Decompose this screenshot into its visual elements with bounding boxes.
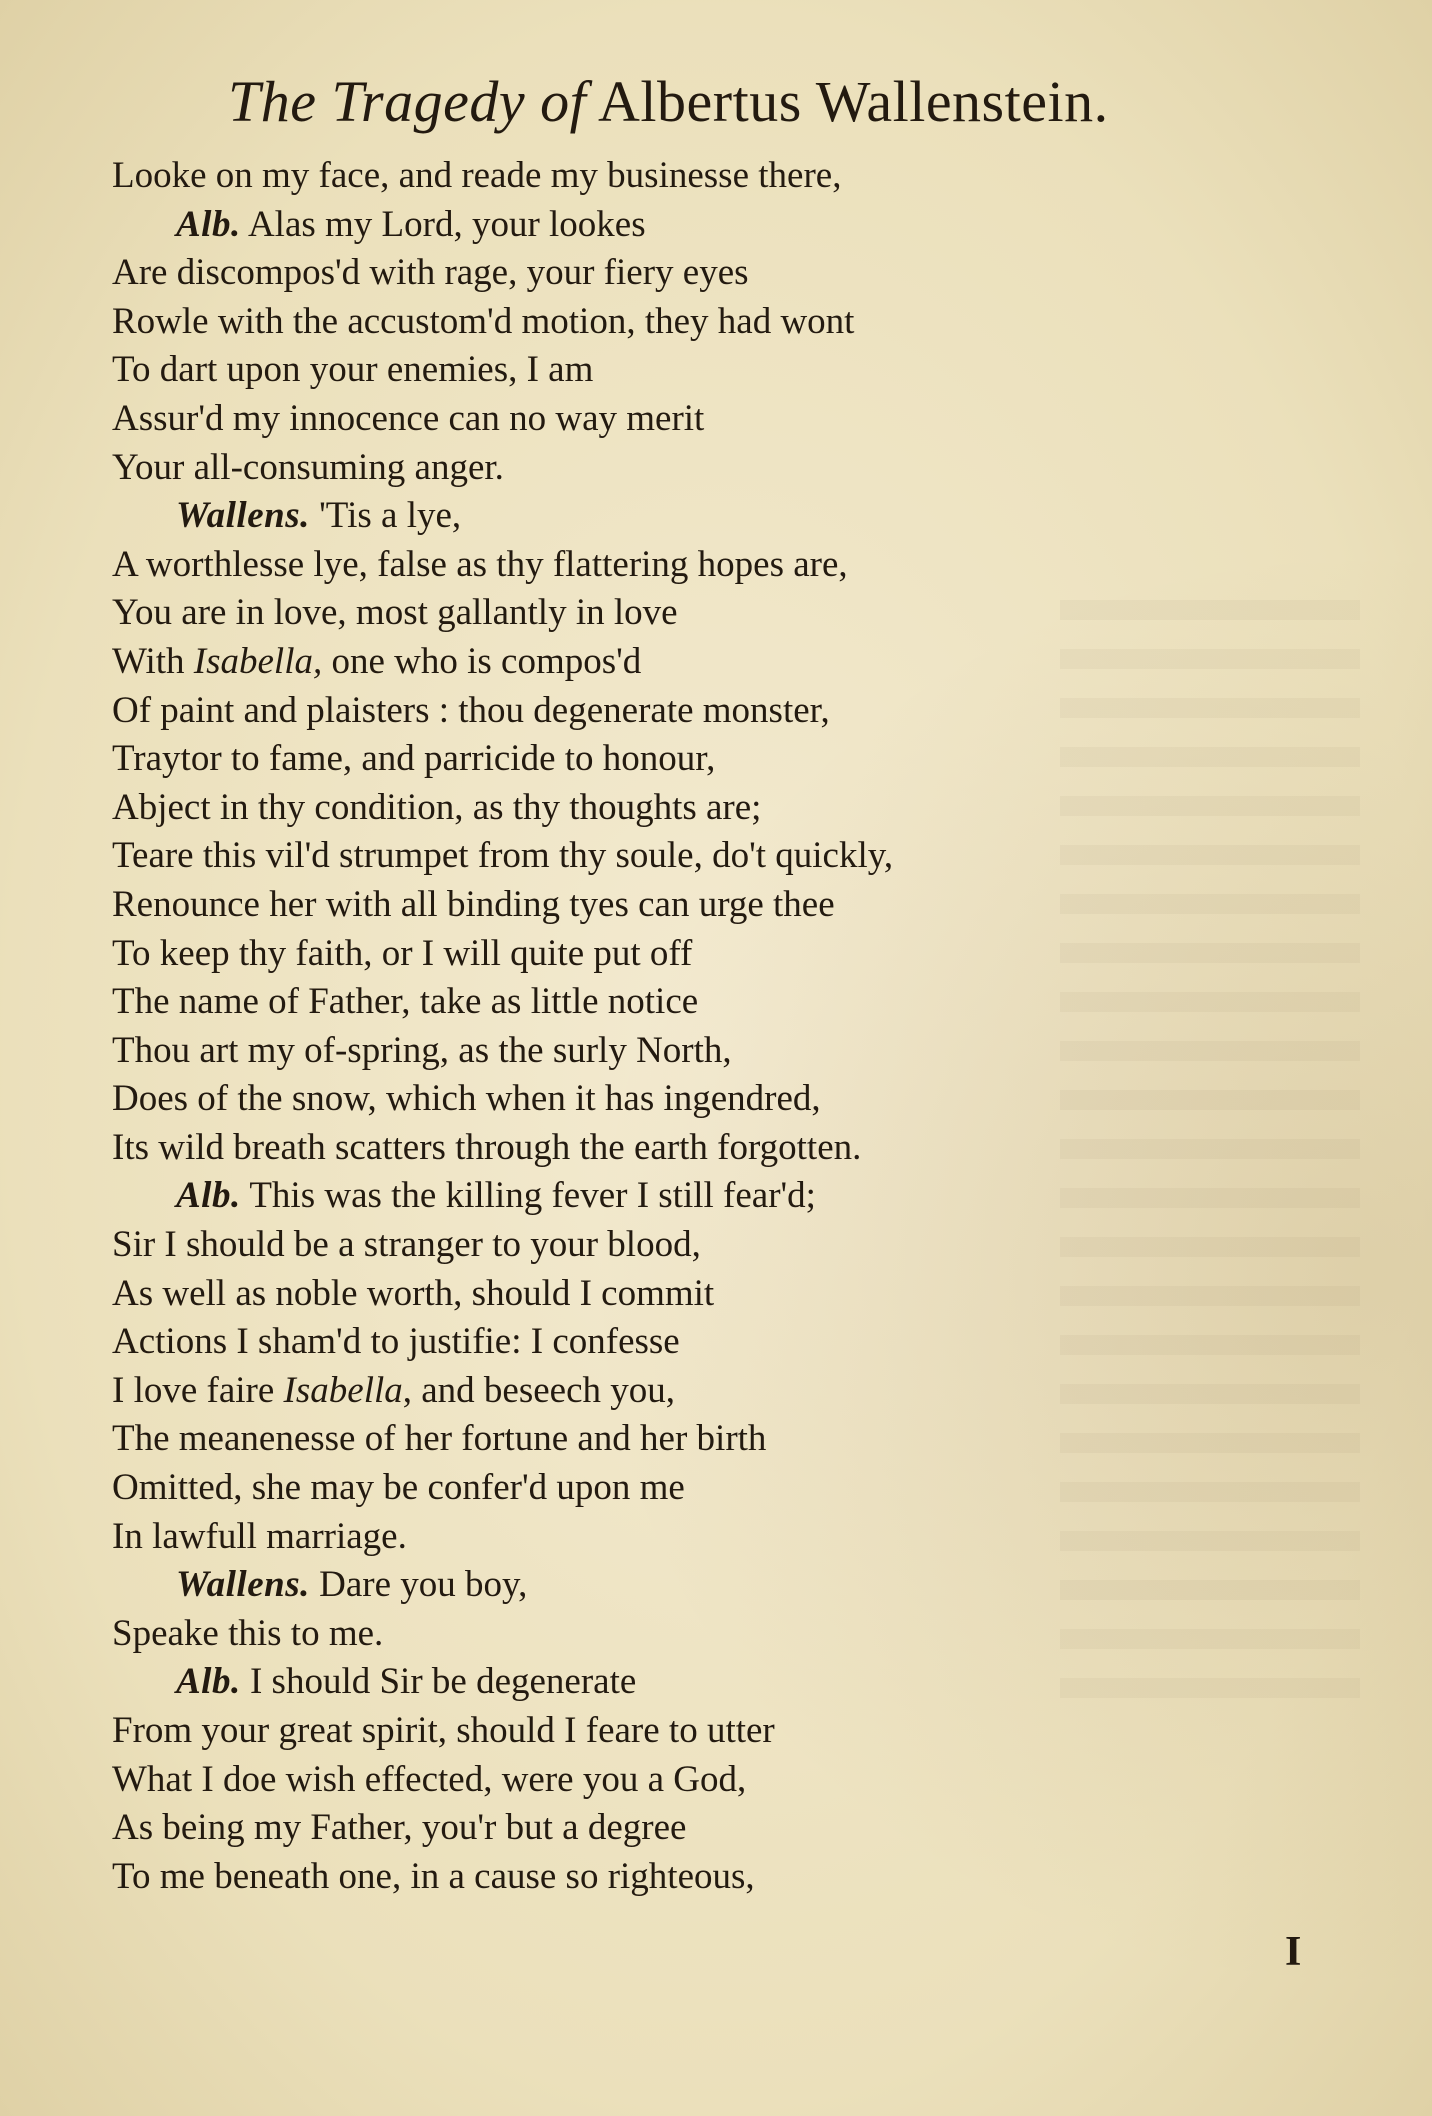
verse-text: Looke on my face, and reade my businesse there, (112, 155, 842, 196)
verse-line (112, 1707, 1292, 1756)
speech-line (112, 1658, 1292, 1707)
speech-line (112, 1172, 1292, 1221)
verse-line (112, 1415, 1292, 1464)
verse-line (112, 930, 1292, 979)
verse-text: Thou art my of-spring, as the surly North, (112, 1029, 732, 1071)
verse-line (112, 1221, 1292, 1270)
verse-text: Actions I sham'd to justifie: I confesse (112, 1321, 680, 1363)
verse-text: The name of Father, take as little notice (112, 981, 699, 1023)
verse-line (112, 444, 1292, 493)
verse-line (112, 638, 1292, 687)
verse-text: Sir I should be a stranger to your blood, (112, 1224, 701, 1266)
verse-text: To keep thy faith, or I will quite put off (112, 932, 693, 974)
verse-text: With (112, 640, 194, 682)
verse-line (112, 1124, 1292, 1173)
verse-line (112, 784, 1292, 833)
verse-line (112, 249, 1292, 298)
verse-line (112, 1075, 1292, 1124)
verse-text: The meanenesse of her fortune and her birth (112, 1418, 767, 1460)
speaker-name: Wallens. (176, 495, 310, 537)
verse-line (112, 1610, 1292, 1659)
verse-text: Of paint and plaisters : thou degenerate monster, (112, 689, 830, 731)
speech-line (112, 201, 1292, 250)
verse-line (112, 978, 1292, 1027)
verse-text: In lawfull marriage. (112, 1515, 407, 1557)
verse-text: Speake this to me. (112, 1612, 384, 1654)
verse-line (112, 346, 1292, 395)
verse-line (112, 589, 1292, 638)
running-head-italic: The Tragedy of (228, 69, 587, 134)
running-head (228, 62, 1109, 142)
verse-text: one who is compos'd (322, 640, 642, 682)
character-name: Isabella (283, 1369, 403, 1411)
speaker-name: Alb. (176, 203, 241, 245)
character-name: Isabella, (193, 640, 323, 682)
verse-text: Rowle with the accustom'd motion, they had wont (112, 300, 855, 342)
verse-line (112, 1804, 1292, 1853)
verse-text: Its wild breath scatters through the earth forgotten. (112, 1126, 862, 1168)
running-head-roman: Albertus Wallenstein. (598, 69, 1109, 134)
verse-line (112, 881, 1292, 930)
verse-line (112, 1464, 1292, 1513)
verse-line (112, 298, 1292, 347)
speech-line (112, 1561, 1292, 1610)
verse-text: Are discompos'd with rage, your fiery eyes (112, 252, 749, 294)
verse-text: Your all-consuming anger. (112, 446, 504, 488)
verse-text: Teare this vil'd strumpet from thy soule, do't quickly, (112, 835, 894, 877)
speech-text: Dare you boy, (319, 1564, 528, 1606)
verse-text: As well as noble worth, should I commit (112, 1272, 715, 1314)
verse-text: Omitted, she may be confer'd upon me (112, 1467, 685, 1509)
verse-text: To me beneath one, in a cause so righteous, (112, 1855, 755, 1897)
verse-line (112, 541, 1292, 590)
verse-text: , and beseech you, (402, 1369, 676, 1411)
verse-text: A worthlesse lye, false as thy flattering hopes are, (112, 543, 848, 585)
speaker-name: Wallens. (176, 1564, 310, 1606)
verse-line (112, 1270, 1292, 1319)
verse-text: As being my Father, you'r but a degree (112, 1807, 687, 1849)
verse-text: You are in love, most gallantly in love (112, 592, 678, 634)
verse-line (112, 735, 1292, 784)
verse-text: Abject in thy condition, as thy thoughts are; (112, 786, 762, 828)
verse-text: I love faire (112, 1369, 284, 1411)
verse-text: Renounce her with all binding tyes can urge thee (112, 883, 835, 925)
verse-line (112, 1853, 1292, 1902)
verse-line (112, 395, 1292, 444)
verse-text: To dart upon your enemies, I am (112, 349, 594, 391)
speaker-name: Alb. (176, 1661, 241, 1703)
speech-text: Alas my Lord, your lookes (247, 203, 646, 245)
speech-line (112, 492, 1292, 541)
verse-text: Assur'd my innocence can no way merit (112, 397, 705, 439)
verse-text: What I doe wish effected, were you a God, (112, 1758, 747, 1800)
verse-line (112, 1367, 1292, 1416)
verse-text: Traytor to fame, and parricide to honour, (112, 738, 716, 780)
speaker-name: Alb. (176, 1175, 241, 1217)
speech-text: I should Sir be degenerate (249, 1661, 637, 1703)
verse-line (112, 1756, 1292, 1805)
verse-line (112, 152, 1292, 201)
verse-line (112, 1318, 1292, 1367)
verse-text: Does of the snow, which when it has ingendred, (112, 1078, 821, 1120)
speech-text: This was the killing fever I still fear'd; (249, 1175, 816, 1217)
catchword: I (1285, 1929, 1302, 1975)
verse-line (112, 687, 1292, 736)
play-text (112, 152, 1292, 1901)
verse-line (112, 1513, 1292, 1562)
speech-text: 'Tis a lye, (319, 495, 462, 537)
verse-text: From your great spirit, should I feare to utter (112, 1710, 775, 1751)
verse-line (112, 832, 1292, 881)
verse-line (112, 1027, 1292, 1076)
